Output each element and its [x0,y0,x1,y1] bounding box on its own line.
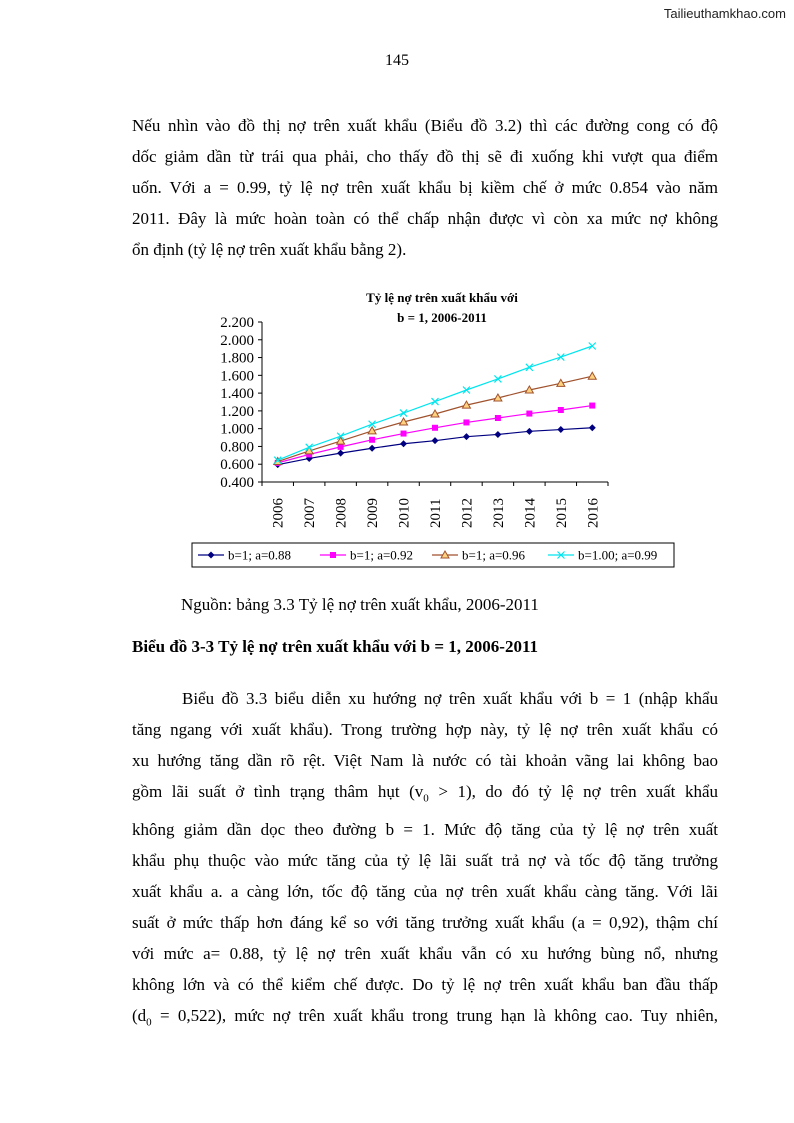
paragraph-line: dốc giảm dần từ trái qua phải, cho thấy đồ thị sẽ đi xuống khi vượt qua điểm [132,147,718,166]
line-text: (d [132,1006,147,1026]
y-tick-label: 0.800 [220,439,254,456]
legend-label: b=1.00; a=0.99 [578,547,658,563]
y-tick-label: 1.000 [220,421,254,438]
figure-caption: Biểu đồ 3-3 Tỷ lệ nợ trên xuất khẩu với b = 1, 2006-2011 [132,637,539,656]
chart-title-line-2: b = 1, 2006-2011 [397,310,487,325]
y-tick-label: 1.800 [220,350,254,367]
data-point-triangle [588,372,596,379]
data-point-square [401,431,407,437]
data-point-square [463,419,469,425]
legend-label: b=1; a=0.88 [228,547,292,563]
data-point-x [463,387,470,394]
x-tick-label: 2015 [553,498,570,528]
paragraph-line: không lớn và có thể kiểm chế được. Do tỷ lệ nợ trên xuất khẩu ban đầu thấp [132,975,718,995]
data-point-diamond [526,428,533,435]
paragraph-line: Nếu nhìn vào đồ thị nợ trên xuất khẩu (Biểu đồ 3.2) thì các đường cong có độ [132,116,718,135]
data-point-x [494,375,501,382]
x-tick-label: 2006 [270,498,287,528]
y-tick-label: 2.000 [220,332,254,349]
paragraph-line: xu hướng tăng dần rõ rệt. Việt Nam là nước có tài khoản vãng lai không bao [132,751,718,770]
series-line [278,376,593,461]
data-point-diamond [589,424,596,431]
data-point-diamond [557,426,564,433]
x-tick-label: 2009 [365,498,382,528]
y-tick-label: 1.200 [220,403,254,420]
chart-plot-area [192,315,674,567]
x-tick-label: 2008 [333,498,350,528]
data-point-x [432,398,439,405]
paragraph-line: suất ở mức thấp hơn đáng kể so với tăng trưởng xuất khẩu (a = 0,92), thậm chí [132,913,718,933]
chart-title-line-1: Tỷ lệ nợ trên xuất khẩu với [366,290,518,305]
data-point-square [338,444,344,450]
line-text: gồm lãi suất ở tình trạng thâm hụt (v [132,782,424,801]
data-point-square [558,407,564,413]
data-point-diamond [463,433,470,440]
paragraph-2 [132,683,718,1039]
data-point-diamond [494,431,501,438]
paragraph-line: xuất khẩu a. a càng lớn, tốc độ tăng của nợ trên xuất khẩu càng tăng. Với lãi [132,882,718,902]
paragraph-line: ổn định (tỷ lệ nợ trên xuất khẩu bằng 2). [132,240,407,259]
data-point-square [526,411,532,417]
data-point-x [400,410,407,417]
y-tick-label: 2.200 [220,315,254,331]
y-tick-label: 1.400 [220,386,254,403]
paragraph-1 [132,110,718,265]
data-point-x [557,354,564,361]
paragraph-line: Biểu đồ 3.3 biểu diễn xu hướng nợ trên xuất khẩu với b = 1 (nhập khẩu [182,689,718,708]
data-point-square [330,552,336,558]
paragraph-line: khẩu phụ thuộc vào mức tăng của tỷ lệ lãi suất trả nợ và tốc độ tăng trưởng [132,851,718,871]
site-watermark: Tailieuthamkhao.com [663,6,786,21]
paragraph-line: uốn. Với a = 0.99, tỷ lệ nợ trên xuất khẩu bị kiềm chế ở mức 0.854 vào năm [132,178,718,197]
x-tick-label: 2016 [585,498,602,528]
data-point-square [369,437,375,443]
x-tick-label: 2013 [490,498,507,528]
page-number: 145 [385,52,409,69]
data-point-diamond [400,440,407,447]
x-tick-label: 2014 [522,498,539,528]
paragraph-line: không giảm dần dọc theo đường b = 1. Mức độ tăng của tỷ lệ nợ trên xuất [132,820,718,840]
data-point-square [589,403,595,409]
y-tick-label: 0.600 [220,457,254,474]
y-tick-label: 1.600 [220,368,254,385]
data-point-square [432,425,438,431]
paragraph-line: với mức a= 0.88, tỷ lệ nợ trên xuất khẩu vẫn có xu hướng bùng nổ, nhưng [132,944,718,964]
legend-label: b=1; a=0.92 [350,547,414,563]
paragraph-line [132,1000,718,1038]
paragraph-line: 2011. Đây là mức hoàn toàn có thể chấp nhận được vì còn xa mức nợ không [132,209,718,228]
data-point-diamond [369,445,376,452]
paragraph-line: tăng ngang với xuất khẩu). Trong trường hợp này, tỷ lệ nợ trên xuất khẩu có [132,720,718,739]
legend-label: b=1; a=0.96 [462,547,526,563]
data-point-square [495,415,501,421]
line-text: = 0,522), mức nợ trên xuất khẩu trong trung hạn là không cao. Tuy nhiên, [151,1006,718,1026]
x-tick-label: 2012 [459,498,476,528]
data-point-diamond [432,437,439,444]
debt-export-chart [180,280,680,575]
subscript: 0 [423,792,429,805]
y-tick-label: 0.400 [220,475,254,491]
line-text: > 1), do đó tỷ lệ nợ trên xuất khẩu [428,782,719,801]
data-point-x [526,364,533,371]
data-point-diamond [337,450,344,457]
x-tick-label: 2010 [396,498,413,528]
subscript: 0 [146,1016,152,1029]
x-tick-label: 2007 [302,498,319,528]
paragraph-line [132,776,718,814]
x-tick-label: 2011 [428,498,444,528]
data-point-x [589,343,596,350]
figure-source: Nguồn: bảng 3.3 Tỷ lệ nợ trên xuất khẩu, 2006-2011 [181,595,539,614]
